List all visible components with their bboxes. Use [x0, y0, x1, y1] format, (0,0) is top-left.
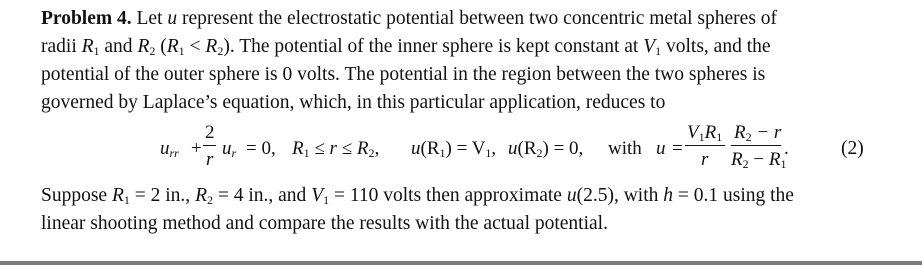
eq-with: with	[608, 138, 642, 159]
text: = 4 in., and	[212, 185, 312, 206]
var-R: R	[111, 185, 124, 206]
eq-symbol: ≤ r ≤	[314, 138, 353, 159]
text: radii	[41, 36, 82, 57]
frac2-numerator	[687, 122, 722, 144]
eq-symbol: ,	[491, 138, 497, 159]
eq-bc1	[411, 138, 496, 160]
eq-symbol: ,	[374, 138, 380, 159]
eq-sol-u: u	[656, 138, 666, 159]
subscript: 2	[368, 146, 375, 160]
eq-symbol: (R	[420, 138, 440, 159]
eq-ur	[222, 138, 236, 160]
subscript: 2	[742, 157, 749, 171]
text: <	[184, 36, 206, 57]
fraction-bar	[731, 145, 781, 146]
frac1-numerator: 2	[205, 122, 215, 143]
eq-symbol: (R	[517, 138, 537, 159]
var-R: R	[205, 36, 218, 57]
var-R: R	[137, 36, 150, 57]
problem-line-6	[41, 184, 794, 208]
eq-symbol: R	[356, 138, 369, 159]
subscript: 1	[123, 193, 130, 207]
subscript: 1	[780, 157, 787, 171]
text: = 110 volts then approximate	[329, 185, 567, 206]
eq-symbol: R	[768, 149, 781, 170]
frac1-denominator: r	[206, 149, 214, 170]
var-u: u	[566, 185, 577, 206]
problem-line-3: potential of the outer sphere is 0 volts. The potential in the region between the two spheres is	[41, 64, 766, 85]
fraction-bar	[685, 145, 725, 146]
laplace-equation	[160, 122, 789, 178]
text: (2.5), with	[576, 185, 664, 206]
text: (	[155, 36, 167, 57]
subscript: 2	[217, 44, 224, 58]
frac2-denominator: r	[701, 149, 709, 170]
subscript: 1	[439, 146, 446, 160]
text: ). The potential of the inner sphere is kept constant at	[223, 36, 644, 57]
subscript: 1	[698, 130, 705, 144]
problem-line-2	[41, 35, 771, 59]
eq-sol-eq: =	[672, 138, 683, 159]
subscript: 1	[303, 146, 310, 160]
eq-symbol: ) = 0,	[542, 138, 584, 159]
subscript: 1	[93, 44, 100, 58]
text: volts, and the	[661, 36, 771, 57]
frac3-numerator	[734, 122, 781, 144]
subscript: rr	[169, 146, 179, 160]
frac3-denominator	[731, 149, 786, 171]
subscript: 2	[149, 44, 156, 58]
eq-urr	[160, 138, 179, 160]
eq-symbol: R	[734, 122, 746, 143]
subscript: 1	[485, 146, 492, 160]
eq-symbol: − r	[751, 122, 782, 143]
text: Suppose	[41, 185, 112, 206]
eq-bc2	[508, 138, 583, 160]
text: = 0.1 using the	[673, 185, 794, 206]
text: and	[99, 36, 138, 57]
problem-line-7: linear shooting method and compare the results with the actual potential.	[41, 213, 608, 234]
text: Let	[131, 8, 168, 29]
subscript: 1	[716, 130, 723, 144]
bottom-divider	[0, 261, 922, 265]
eq-cond1: = 0,	[246, 138, 276, 159]
equation-number: (2)	[841, 138, 864, 159]
eq-symbol: R	[292, 138, 304, 159]
problem-heading: Problem 4.	[41, 8, 132, 29]
subscript: 1	[178, 44, 185, 58]
fraction-bar	[203, 145, 216, 146]
eq-symbol: u	[222, 138, 232, 159]
var-h: h	[663, 185, 673, 206]
eq-symbol: −	[748, 149, 769, 170]
var-V: V	[643, 36, 656, 57]
eq-symbol: V	[687, 122, 699, 143]
eq-period: .	[784, 138, 789, 159]
var-R: R	[166, 36, 179, 57]
eq-symbol: u	[411, 138, 421, 159]
text: = 2 in.,	[129, 185, 196, 206]
problem-line-1	[41, 7, 777, 31]
eq-symbol: u	[160, 138, 170, 159]
eq-domain	[292, 138, 379, 160]
var-R: R	[195, 185, 207, 206]
var-V: V	[311, 185, 324, 206]
subscript: 2	[206, 193, 213, 207]
eq-symbol: u	[508, 138, 518, 159]
subscript: r	[231, 146, 237, 160]
subscript: 1	[323, 193, 330, 207]
eq-symbol: R	[704, 122, 717, 143]
eq-plus: +	[191, 138, 202, 159]
subscript: 1	[655, 44, 662, 58]
var-u: u	[167, 8, 178, 29]
subscript: 2	[745, 130, 752, 144]
eq-symbol: R	[731, 149, 743, 170]
var-R: R	[81, 36, 94, 57]
problem-line-4: governed by Laplace’s equation, which, in this particular application, reduces to	[41, 92, 666, 113]
subscript: 2	[536, 146, 543, 160]
eq-symbol: ) = V	[445, 138, 486, 159]
text: represent the electrostatic potential between two concentric metal spheres of	[177, 8, 778, 29]
